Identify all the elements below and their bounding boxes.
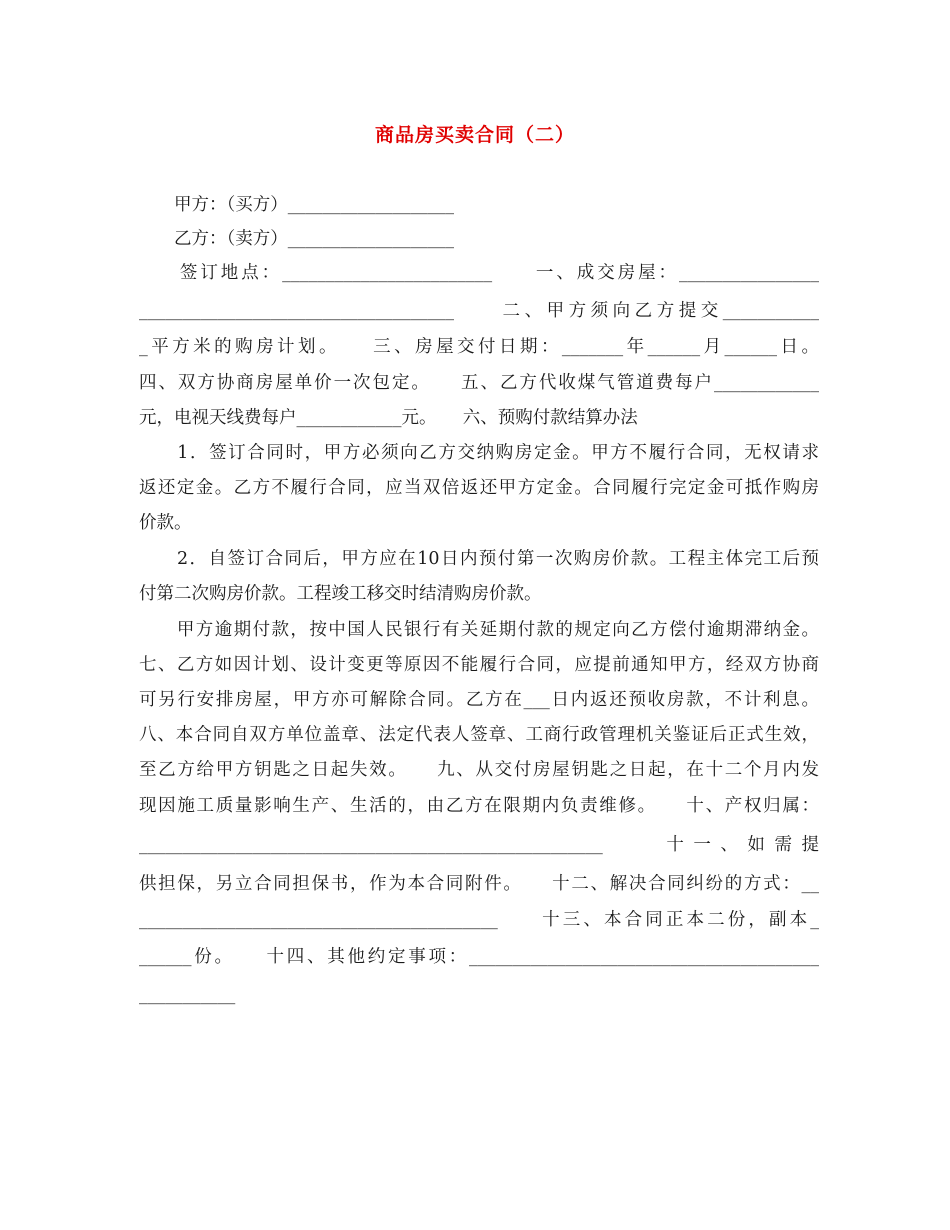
clause-line-17: 至乙方给甲方钥匙之日起失效。 九、从交付房屋钥匙之日起，在十二个月内发 — [139, 760, 819, 780]
clause-line-16: 八、本合同自双方单位盖章、法定代表人签章、工商行政管理机关鉴证后正式生效， — [139, 725, 819, 745]
clause-line-22: ______份。 十四、其他约定事项：________________________________________ — [139, 947, 819, 967]
clause-line-11: 2．自签订合同后，甲方应在10日内预付第一次购房价款。工程主体完工后预 — [139, 549, 819, 569]
clause-line-9: 返还定金。乙方不履行合同，应当双倍返还甲方定金。合同履行完定金可抵作购房 — [139, 478, 819, 498]
clause-line-19: _____________________________________________________ 十一、如需提 — [139, 835, 819, 855]
clause-line-23: ___________ — [139, 985, 236, 1005]
clause-line-1: 甲方：（买方）___________________ — [139, 195, 454, 215]
clause-line-7: 元，电视天线费每户____________元。 六、预购付款结算办法 — [139, 408, 638, 428]
clause-line-12: 付第二次购房价款。工程竣工移交时结清购房价款。 — [139, 584, 542, 604]
clause-line-14: 七、乙方如因计划、设计变更等原因不能履行合同，应提前通知甲方，经双方协商 — [139, 655, 819, 675]
clause-line-15: 可另行安排房屋，甲方亦可解除合同。乙方在___日内返还预收房款，不计利息。 — [139, 690, 819, 710]
document-title: 商品房买卖合同（二） — [374, 124, 575, 146]
clause-line-3: 签订地点：________________________ 一、成交房屋：________________ — [139, 263, 819, 283]
clause-line-6: 四、双方协商房屋单价一次包定。 五、乙方代收煤气管道费每户____________ — [139, 373, 819, 393]
clause-line-21: _________________________________________ 十三、本合同正本二份，副本_ — [139, 910, 819, 930]
clause-line-8: 1．签订合同时，甲方必须向乙方交纳购房定金。甲方不履行合同，无权请求 — [139, 443, 819, 463]
clause-line-4: ____________________________________ 二、甲方须向乙方提交___________ — [139, 301, 819, 321]
clause-line-20: 供担保，另立合同担保书，作为本合同附件。 十二、解决合同纠纷的方式：__ — [139, 874, 819, 894]
clause-line-18: 现因施工质量影响生产、生活的，由乙方在限期内负责维修。 十、产权归属： — [139, 796, 819, 816]
clause-line-13: 甲方逾期付款，按中国人民银行有关延期付款的规定向乙方偿付逾期滞纳金。 — [139, 620, 819, 640]
clause-line-5: _平方米的购房计划。 三、房屋交付日期：_______年______月______日。 — [139, 337, 819, 357]
clause-line-10: 价款。 — [139, 513, 192, 533]
clause-line-2: 乙方：（卖方）___________________ — [139, 229, 454, 249]
